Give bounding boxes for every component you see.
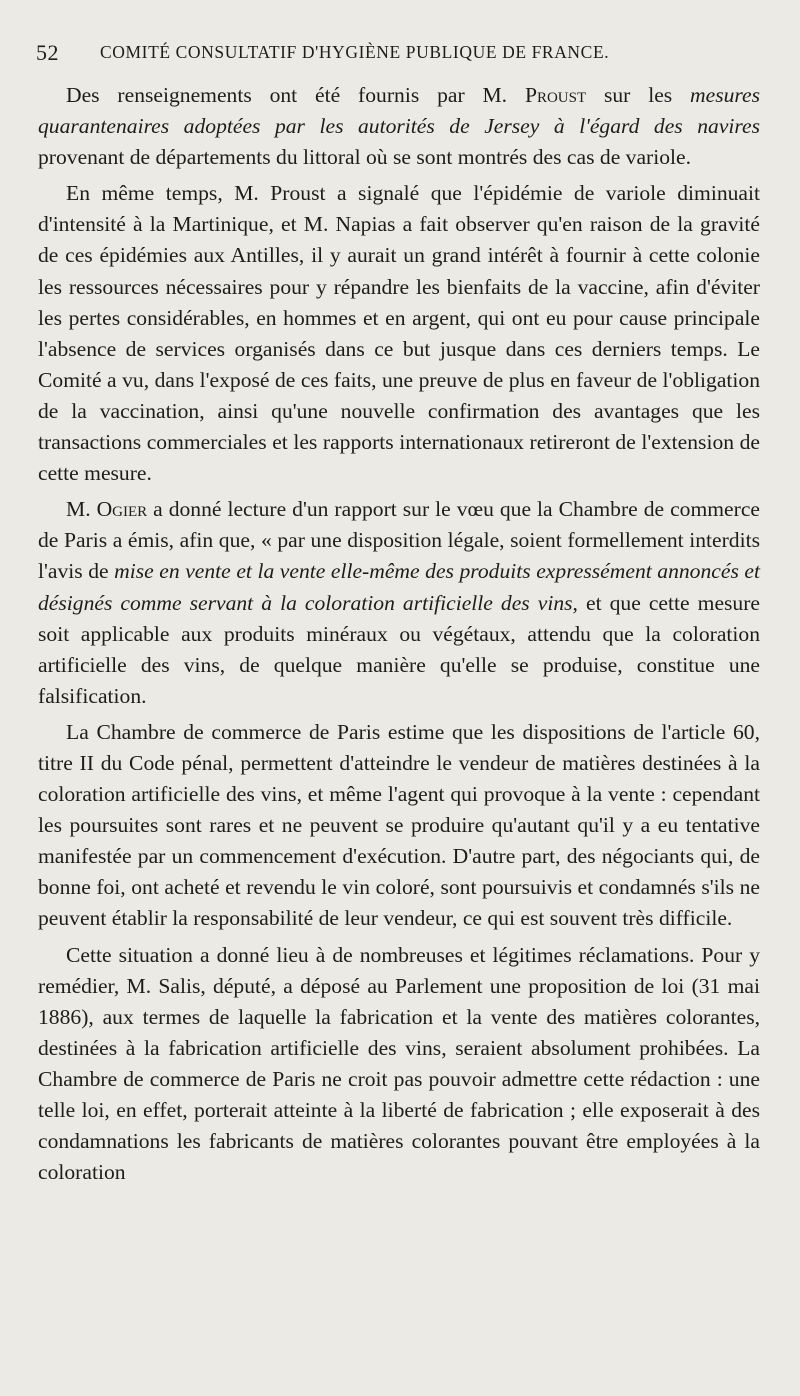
text-run: a donné lecture d'un rapport sur le vœu que la Chambre de commerce de Paris a émis, afin que, « par une disposition légale, soient formellement interdits l'avis de xyxy=(38,497,760,584)
text-run: M. xyxy=(66,497,97,522)
paragraph xyxy=(38,717,760,935)
paragraph xyxy=(38,178,760,489)
text-run: Des renseignements ont été fournis par M. xyxy=(66,83,525,107)
italic-phrase: mesures quarantenaires adoptées par les autorités de Jersey à l'égard des navires xyxy=(38,83,761,139)
journal-title: COMITÉ CONSULTATIF D'HYGIÈNE PUBLIQUE DE FRANCE. xyxy=(100,42,610,62)
paragraph xyxy=(38,940,760,1189)
text-run: Cette situation a donné lieu à de nombreuses et légitimes réclamations. Pour y remédier, M. Salis, député, a déposé au Parlement une proposition de loi (31 mai 1886), aux termes de laquelle la fabrication et la vente des matières colorantes, destinées à la fabrication artificielle des vins, seraient absolument prohibées. La Chambre de commerce de Paris ne croit pas pouvoir admettre cette rédaction : une telle loi, en effet, porterait atteinte à la liberté de fabrication ; elle exposerait à des condamnations les fabricants de matières colorantes pouvant être employées à la coloration xyxy=(38,942,760,1185)
paragraph xyxy=(38,80,760,173)
person-name: Proust xyxy=(524,83,587,107)
text-run: , et que cette mesure soit applicable aux produits minéraux ou végétaux, attendu que la coloration artificielle des vins, de quelque manière qu'elle se produise, constitue une falsification. xyxy=(38,590,760,708)
person-name: Ogier xyxy=(96,497,148,522)
body-text xyxy=(38,80,760,1188)
paragraph xyxy=(38,494,760,712)
page-number: 52 xyxy=(36,40,59,65)
text-run: sur les xyxy=(586,83,691,107)
running-head xyxy=(36,40,740,72)
italic-phrase: mise en vente et la vente elle-même des produits expressément annoncés et désignés comme servant à la coloration artificielle des vins xyxy=(38,559,760,615)
text-run: provenant de départements du littoral où se sont montrés des cas de variole. xyxy=(38,145,692,170)
text-run: La Chambre de commerce de Paris estime que les dispositions de l'article 60, titre II du Code pénal, permettent d'atteindre le vendeur de matières destinées à la coloration artificielle des vins, et même l'agent qui provoque à la vente : cependant les poursuites sont rares et ne peuvent se produire qu'autant qu'il y a eu tentative manifestée par un commencement d'exécution. D'autre part, des négociants qui, de bonne foi, ont acheté et revendu le vin coloré, sont poursuivis et condamnés s'ils ne peuvent établir la responsabilité de leur vendeur, ce qui est souvent très difficile. xyxy=(38,719,760,931)
text-run: En même temps, M. Proust a signalé que l'épidémie de variole diminuait d'intensité à la Martinique, et M. Napias a fait observer qu'en raison de la gravité de ces épidémies aux Antilles, il y aurait un grand intérêt à fournir à cette colonie les ressources nécessaires pour y répandre les bienfaits de la vaccine, afin d'éviter les pertes considérables, en hommes et en argent, qui ont eu pour cause principale l'absence de services organisés dans ce but jusque dans ces derniers temps. Le Comité a vu, dans l'exposé de ces faits, une preuve de plus en faveur de l'obligation de la vaccination, ainsi qu'une nouvelle confirmation des avantages que les transactions commerciales et les rapports internationaux retireront de l'extension de cette mesure. xyxy=(38,181,760,486)
